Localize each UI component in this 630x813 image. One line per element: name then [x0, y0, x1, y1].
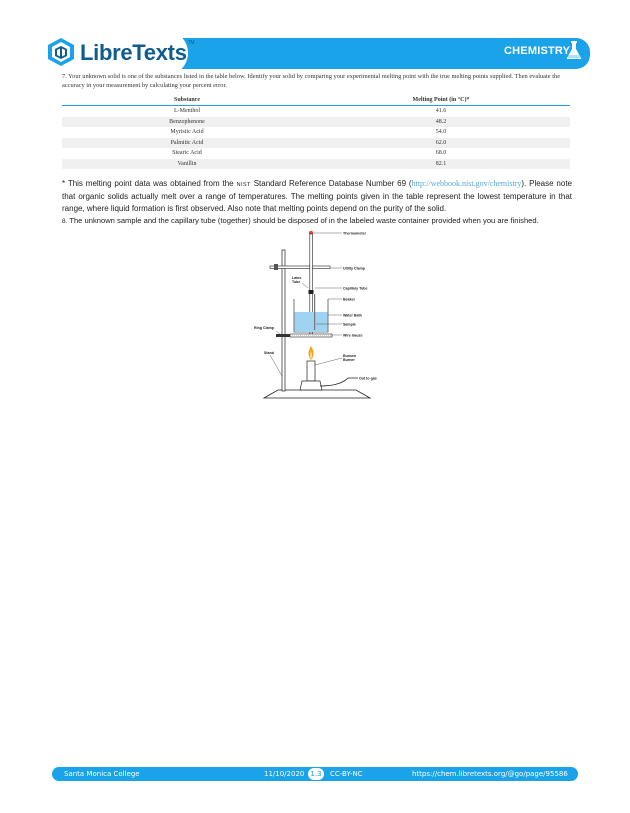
- table-header-row: [62, 95, 570, 106]
- flask-icon: [566, 40, 582, 60]
- page-header: [0, 0, 630, 78]
- footer-url-link[interactable]: https://chem.libretexts.org/@go/page/95586: [412, 770, 568, 778]
- melting-point-cell: 48.2: [312, 117, 570, 128]
- note-text-1: * This melting point data was obtained from the: [62, 179, 237, 188]
- melting-point-cell: 82.1: [312, 159, 570, 170]
- label-sample: Sample: [343, 322, 356, 327]
- nist-abbrev: NIST: [236, 182, 251, 188]
- brand-name[interactable]: LibreTexts™: [80, 40, 195, 65]
- label-utility-clamp: Utility Clamp: [343, 266, 365, 271]
- question-7-text: 7. Your unknown solid is one of the substances listed in the table below. Identify your solid by comparing your experimental melting point with the true melting points supplied. Then evaluate the accuracy in your measurement by calculating your percent error.: [62, 73, 561, 89]
- label-water-bath: Water Bath: [343, 313, 362, 318]
- footer-college: Santa Monica College: [64, 770, 140, 778]
- melting-point-cell: 41.6: [435, 108, 447, 115]
- label-thermometer: Thermometer: [343, 231, 366, 236]
- substance-cell: Palmitic Acid: [62, 138, 312, 149]
- label-wire-gauze: Wire Gauze: [343, 333, 363, 338]
- melting-point-note: [62, 178, 572, 215]
- substance-cell: L-Menthol: [174, 108, 200, 115]
- substance-cell: Vanillin: [62, 159, 312, 170]
- melting-point-table: [62, 95, 570, 169]
- label-bunsen-2: Burner: [343, 358, 355, 362]
- substance-cell: Stearic Acid: [172, 150, 202, 157]
- page-footer: [52, 767, 578, 781]
- footer-date: 11/10/2020: [264, 770, 305, 778]
- nist-webbook-link[interactable]: http://webbook.nist.gov/chemistry: [411, 179, 522, 188]
- table-row: [62, 159, 570, 170]
- label-bunsen-1: Bunsen: [343, 354, 357, 358]
- label-capillary-tube: Capillary Tube: [343, 286, 368, 291]
- substance-cell: Benzophenone: [62, 117, 312, 128]
- note-text-2: Standard Reference Database Number 69 (: [250, 179, 412, 188]
- footer-page-number: 1.3: [308, 768, 324, 780]
- question-8-number: 8.: [62, 218, 68, 225]
- melting-point-cell: 54.0: [435, 129, 447, 136]
- question-8-text: [62, 216, 577, 227]
- label-beaker: Beaker: [343, 297, 355, 302]
- melting-point-cell: 68.0: [435, 150, 447, 157]
- footer-license[interactable]: CC-BY-NC: [330, 770, 363, 778]
- table-row: [62, 127, 570, 138]
- header-substance: Substance: [62, 95, 312, 106]
- libretexts-logo-icon[interactable]: [46, 37, 76, 67]
- subject-label[interactable]: CHEMISTRY: [504, 45, 571, 57]
- table-row: [62, 106, 570, 117]
- table-row: [62, 117, 570, 128]
- trademark: TM: [187, 40, 195, 46]
- table-row: [62, 138, 570, 149]
- label-latex-tube-2: Tube: [292, 280, 301, 284]
- substance-cell: Myristic Acid: [170, 129, 204, 136]
- melting-point-cell: 62.0: [312, 138, 570, 149]
- header-melting-point: Melting Point (in °C)*: [312, 95, 570, 106]
- table-row: [62, 148, 570, 159]
- label-latex-tube-1: Latex: [292, 276, 302, 280]
- melting-point-apparatus-figure: [250, 228, 390, 404]
- label-ring-clamp: Ring Clamp: [254, 326, 274, 330]
- question-8-body: The unknown sample and the capillary tube (together) should be disposed of in the labeled waste container provided when you are finished.: [67, 216, 539, 225]
- note-text-3: ). Please note that organic solids actually melt over a range of temperatures. The melting points given in the table represent the lowest temperature in that range, where liquid formation is first observed. Also note that melting points depend on the purity of the solid.: [62, 179, 572, 213]
- label-gas-outlet: Out to gas: [359, 376, 377, 381]
- label-stand: Stand: [264, 351, 274, 355]
